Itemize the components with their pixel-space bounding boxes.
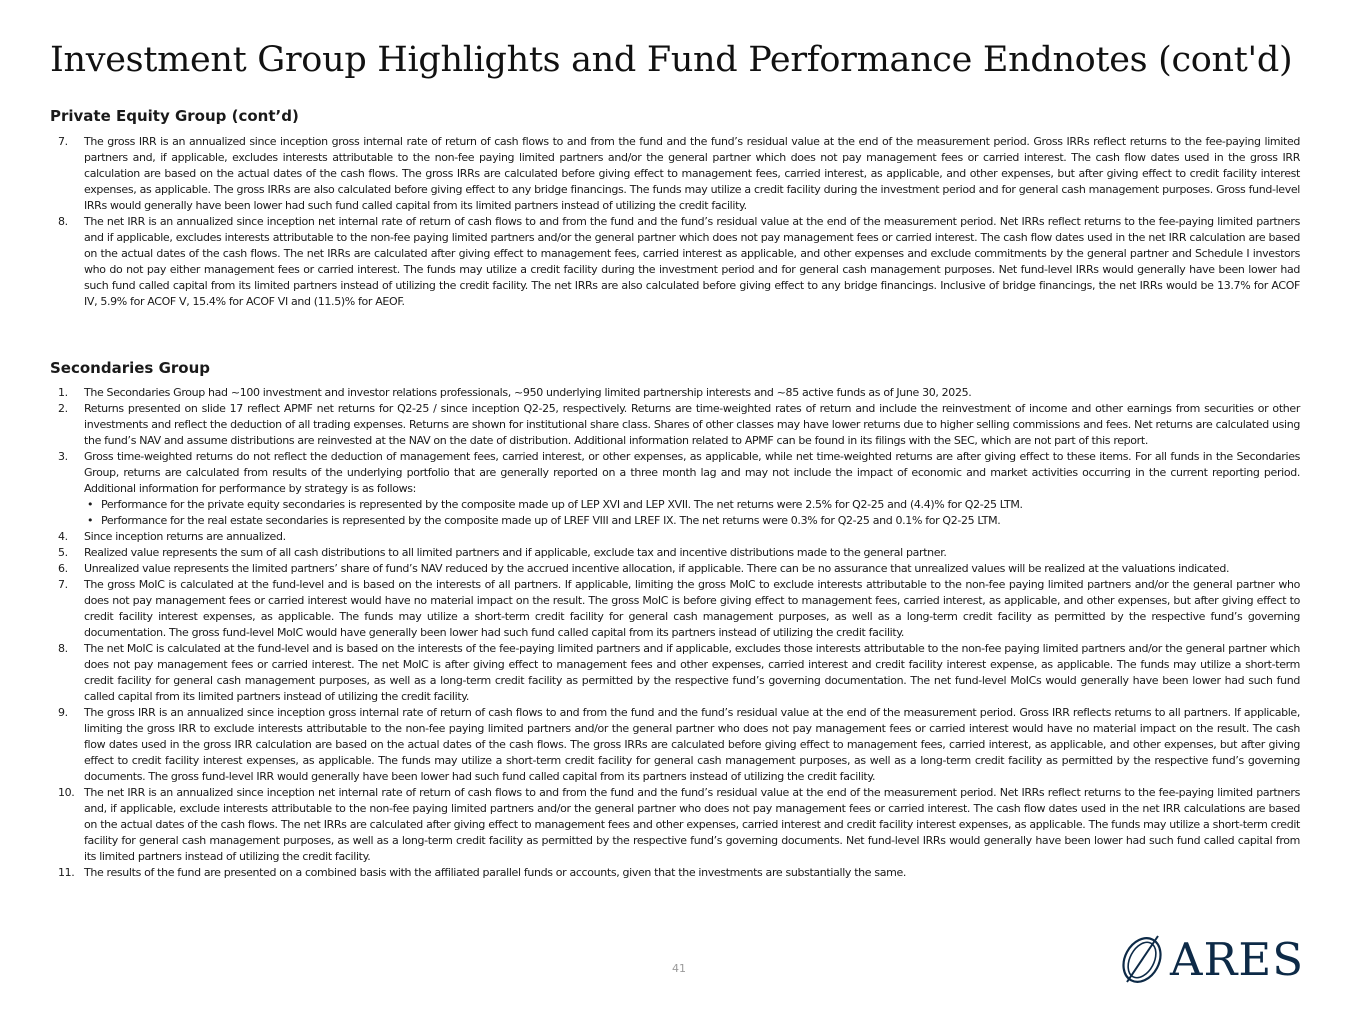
endnote-sub-bullets <box>84 497 1300 529</box>
endnote-item <box>50 785 1300 865</box>
private-equity-heading: Private Equity Group (cont’d) <box>50 107 299 125</box>
endnote-item <box>50 529 1300 545</box>
endnote-item <box>50 401 1300 449</box>
page-number: 41 <box>672 962 686 975</box>
endnote-text: The net MoIC is calculated at the fund-level and is based on the interests of the fee-paying limited partners and if applicable, excludes those interests attributable to the non-fee paying limited partners and/or the general partner which does not pay management fees or carried interest. The net MoIC is after giving effect to management fees and other expenses, carried interest and credit facility interest expense, as applicable. The funds may utilize a short-term credit facility for general cash management purposes, as well as a long-term credit facility as permitted by the respective fund’s governing documentation. The net fund-level MoICs would generally have been lower had such fund called capital from its limited partners instead of utilizing the credit facility. <box>84 642 1300 703</box>
endnote-number: 4. <box>58 530 68 543</box>
endnote-number: 9. <box>58 706 68 719</box>
endnote-number: 6. <box>58 562 68 575</box>
ares-wordmark: ARES <box>1170 933 1305 986</box>
endnote-text: Since inception returns are annualized. <box>84 530 286 543</box>
endnote-item <box>50 449 1300 529</box>
endnote-text: The results of the fund are presented on a combined basis with the affiliated parallel funds or accounts, given that the investments are substantially the same. <box>84 866 907 879</box>
endnote-text: The Secondaries Group had ~100 investment and investor relations professionals, ~950 underlying limited partnership interests and ~85 active funds as of June 30, 2025. <box>84 386 972 399</box>
endnote-text: The gross MoIC is calculated at the fund-level and is based on the interests of all partners. If applicable, limiting the gross MoIC to exclude interests attributable to the non-fee paying limited partners and/or the general partner who does not pay management fees or carried interest would have no material impact on the result. The gross MoIC is before giving effect to management fees, carried interest, as applicable, and other expenses, but after giving effect to credit facility interest expenses, as applicable. The funds may utilize a short-term credit facility for general cash management purposes, as well as a long-term credit facility as permitted by the respective fund’s governing documentation. The gross fund-level MoIC would have generally been lower had such fund called capital from its partners instead of utilizing the credit facility. <box>84 578 1300 639</box>
ares-emblem-icon <box>1118 930 1170 988</box>
endnote-item <box>50 577 1300 641</box>
endnote-item <box>50 705 1300 785</box>
endnote-item <box>50 214 1300 310</box>
secondaries-heading: Secondaries Group <box>50 359 211 377</box>
endnote-text: Gross time-weighted returns do not reflect the deduction of management fees, carried interest, or other expenses, as applicable, while net time-weighted returns are after giving effect to these items. For all funds in the Secondaries Group, returns are calculated from results of the underlying portfolio that are generally reported on a three month lag and may not include the impact of economic and market activities occurring in the current reporting period. Additional information for performance by strategy is as follows: <box>84 450 1300 495</box>
endnote-number: 11. <box>58 866 75 879</box>
endnote-number: 3. <box>58 450 68 463</box>
page-title: Investment Group Highlights and Fund Performance Endnotes (cont'd) <box>50 40 1293 80</box>
endnote-number: 8. <box>58 215 68 228</box>
endnote-number: 10. <box>58 786 75 799</box>
ares-logo <box>1118 930 1305 988</box>
secondaries-endnotes <box>50 385 1300 881</box>
endnote-item <box>50 385 1300 401</box>
endnote-item <box>50 865 1300 881</box>
endnote-text: The net IRR is an annualized since inception net internal rate of return of cash flows to and from the fund and the fund’s residual value at the end of the measurement period. Net IRRs reflect returns to the fee-paying limited partners and if applicable, excludes interests attributable to the non-fee paying limited partners and/or the general partner which does not pay management fees or carried interest. The cash flow dates used in the net IRR calculation are based on the actual dates of the cash flows. The net IRRs are calculated after giving effect to management fees, carried interest as applicable, and other expenses and exclude commitments by the general partner and Schedule I investors who do not pay either management fees or carried interest. The funds may utilize a credit facility during the investment period and for general cash management purposes. Net fund-level IRRs would generally have been lower had such fund called capital from its limited partners instead of utilizing the credit facility. The net IRRs are also calculated before giving effect to any bridge financings. Inclusive of bridge financings, the net IRRs would be 13.7% for ACOF IV, 5.9% for ACOF V, 15.4% for ACOF VI and (11.5)% for AEOF. <box>84 215 1300 308</box>
endnote-item <box>50 134 1300 214</box>
endnote-text: Returns presented on slide 17 reflect APMF net returns for Q2-25 / since inception Q2-25, respectively. Returns are time-weighted rates of return and include the reinvestment of income and other earnings from securities or other investments and reflect the deduction of all trading expenses. Returns are shown for institutional share class. Shares of other classes may have lower returns due to higher selling commissions and fees. Net returns are calculated using the fund’s NAV and assume distributions are reinvested at the NAV on the date of distribution. Additional information related to APMF can be found in its filings with the SEC, which are not part of this report. <box>84 402 1300 447</box>
sub-bullet: • Performance for the real estate secondaries is represented by the composite made up of LREF VIII and LREF IX. The net returns were 0.3% for Q2-25 and 0.1% for Q2-25 LTM. <box>84 513 1300 529</box>
endnote-number: 1. <box>58 386 68 399</box>
endnote-number: 7. <box>58 578 68 591</box>
endnote-text: The gross IRR is an annualized since inception gross internal rate of return of cash flows to and from the fund and the fund’s residual value at the end of the measurement period. Gross IRR reflects returns to all partners. If applicable, limiting the gross IRR to exclude interests attributable to the non-fee paying limited partners and/or the general partner who does not pay management fees or carried interest would have no material impact on the result. The cash flow dates used in the gross IRR calculation are based on the actual dates of the cash flows. The gross IRRs are calculated before giving effect to management fees, carried interest, as applicable, and other expenses, but after giving effect to credit facility interest expenses, as applicable. The funds may utilize a short-term credit facility for general cash management purposes, as well as a long-term credit facility as permitted by the respective fund’s governing documents. The gross fund-level IRR would generally have been lower had such fund called capital from its partners instead of utilizing the credit facility. <box>84 706 1300 783</box>
endnote-number: 5. <box>58 546 68 559</box>
endnote-item <box>50 561 1300 577</box>
endnote-text: Realized value represents the sum of all cash distributions to all limited partners and if applicable, exclude tax and incentive distributions made to the general partner. <box>84 546 947 559</box>
endnote-item <box>50 545 1300 561</box>
endnote-text: Unrealized value represents the limited partners’ share of fund’s NAV reduced by the accrued incentive allocation, if applicable. There can be no assurance that unrealized values will be realized at the valuations indicated. <box>84 562 1230 575</box>
endnote-number: 2. <box>58 402 68 415</box>
endnote-text: The gross IRR is an annualized since inception gross internal rate of return of cash flows to and from the fund and the fund’s residual value at the end of the measurement period. Gross IRRs reflect returns to the fee-paying limited partners and, if applicable, excludes interests attributable to the non-fee paying limited partners and/or the general partner which does not pay management fees or carried interest. The cash flow dates used in the gross IRR calculation are based on the actual dates of the cash flows. The gross IRRs are calculated before giving effect to management fees, carried interest, as applicable, and other expenses, but after giving effect to credit facility interest expenses, as applicable. The gross IRRs are also calculated before giving effect to any bridge financings. The funds may utilize a credit facility during the investment period and for general cash management purposes. Gross fund-level IRRs would generally have been lower had such fund called capital from its limited partners instead of utilizing the credit facility. <box>84 135 1300 212</box>
endnote-text: The net IRR is an annualized since inception net internal rate of return of cash flows to and from the fund and the fund’s residual value at the end of the measurement period. Net IRRs reflect returns to the fee-paying limited partners and, if applicable, exclude interests attributable to the non-fee paying limited partners and/or the general partner who does not pay management fees or carried interest. The cash flow dates used in the net IRR calculations are based on the actual dates of the cash flows. The net IRRs are calculated after giving effect to management fees and other expenses, carried interest and credit facility interest expenses, as applicable. The funds may utilize a short-term credit facility for general cash management purposes, as well as a long-term credit facility as permitted by the respective fund’s governing documents. Net fund-level IRRs would generally have been lower had such fund called capital from its limited partners instead of utilizing the credit facility. <box>84 786 1300 863</box>
sub-bullet: • Performance for the private equity secondaries is represented by the composite made up of LEP XVI and LEP XVII. The net returns were 2.5% for Q2-25 and (4.4)% for Q2-25 LTM. <box>84 497 1300 513</box>
endnote-number: 7. <box>58 135 68 148</box>
private-equity-endnotes <box>50 134 1300 310</box>
endnote-item <box>50 641 1300 705</box>
endnote-number: 8. <box>58 642 68 655</box>
